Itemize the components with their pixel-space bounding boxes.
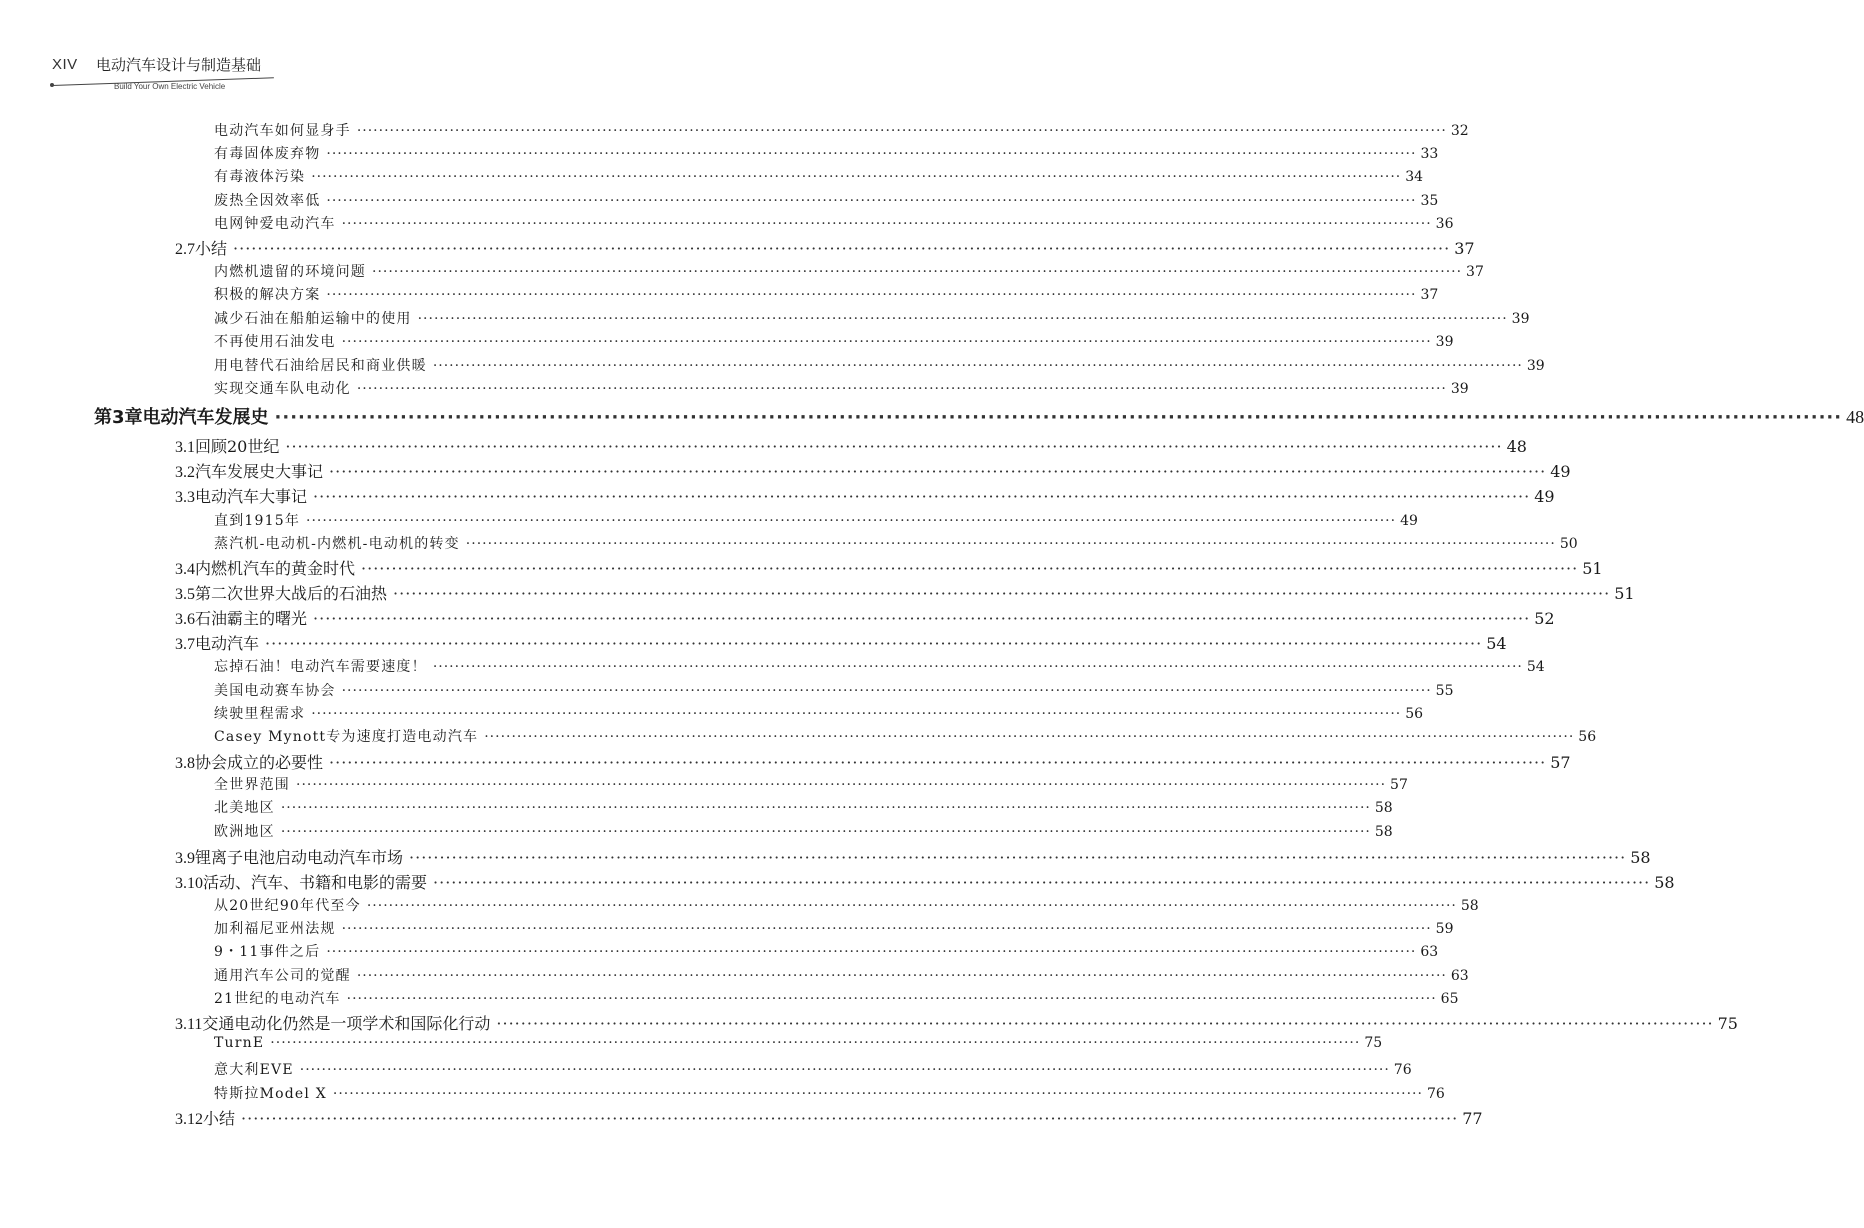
toc-leader-dots: ········································································································································································································ [299, 1062, 1390, 1078]
toc-entry-page: 77 [1462, 1109, 1483, 1128]
toc-entry-page: 48 [1506, 437, 1527, 456]
toc-entry-title: 全世界范围 [214, 777, 290, 793]
toc-entry-title: 直到1915年 [214, 513, 301, 529]
toc-entry-page: 32 [1450, 123, 1469, 139]
toc-entry[interactable] [175, 1106, 1483, 1129]
toc-leader-dots: ········································································································································································································ [326, 193, 1417, 209]
toc-entry-page: 54 [1486, 634, 1507, 653]
toc-entry-page: 39 [1511, 311, 1530, 327]
toc-entry-title: 电网钟爱电动汽车 [214, 216, 336, 232]
toc-entry[interactable] [175, 434, 1527, 457]
toc-entry-page: 39 [1526, 358, 1545, 374]
toc-entry-page: 37 [1466, 264, 1484, 280]
toc-entry[interactable] [175, 581, 1635, 604]
toc-entry-title: 有毒固体废弃物 [214, 146, 321, 162]
toc-entry[interactable] [214, 331, 1454, 351]
toc-entry[interactable] [214, 1083, 1445, 1103]
toc-entry-title: 忘掉石油！电动汽车需要速度！ [214, 659, 427, 675]
toc-leader-dots: ········································································································································································································ [432, 659, 1523, 675]
toc-entry[interactable] [175, 236, 1475, 259]
toc-entry[interactable] [214, 965, 1469, 985]
toc-entry-title: 交通电动化仍然是一项学术和国际化行动 [202, 1014, 491, 1033]
toc-entry-page: 35 [1420, 193, 1439, 209]
toc-entry-page: 63 [1420, 944, 1439, 960]
toc-leader-dots: ········································································································································································································ [341, 921, 1432, 937]
toc-entry-page: 37 [1454, 239, 1475, 258]
toc-entry-number: 3.3 [175, 489, 195, 506]
toc-entry[interactable] [214, 821, 1393, 841]
toc-entry[interactable] [214, 797, 1393, 817]
toc-entry-title: 实现交通车队电动化 [214, 381, 351, 397]
book-subtitle: Build Your Own Electric Vehicle [114, 82, 226, 91]
toc-entry[interactable] [214, 143, 1439, 163]
toc-entry-title: Casey Mynott专为速度打造电动汽车 [214, 729, 479, 745]
toc-entry-title: 废热全因效率低 [214, 193, 321, 209]
toc-leader-dots: ········································································································································································································ [346, 991, 1437, 1007]
toc-entry-number: 3.7 [175, 636, 195, 653]
toc-entry-title: 从20世纪90年代至今 [214, 898, 361, 914]
toc-entry-page: 58 [1374, 824, 1393, 840]
toc-entry-page: 56 [1578, 729, 1597, 745]
toc-entry-number: 3.8 [175, 755, 195, 772]
toc-entry-page: 56 [1405, 706, 1424, 722]
toc-entry-title: 内燃机汽车的黄金时代 [195, 559, 356, 578]
toc-entry-number: 3.6 [175, 611, 195, 628]
toc-entry-page: 57 [1550, 753, 1571, 772]
toc-leader-dots: ········································································································································································································ [274, 407, 1843, 428]
toc-entry-page: 54 [1526, 659, 1545, 675]
toc-entry-page: 57 [1390, 777, 1408, 793]
book-title: 电动汽车设计与制造基础 [96, 56, 262, 74]
toc-entry-page: 63 [1450, 968, 1469, 984]
toc-entry[interactable] [214, 261, 1484, 281]
toc-entry[interactable] [175, 750, 1571, 773]
toc-entry[interactable] [214, 533, 1578, 553]
toc-entry-page: 58 [1654, 873, 1675, 892]
toc-entry-title: 9・11事件之后 [214, 944, 321, 960]
toc-entry[interactable] [214, 941, 1439, 961]
toc-leader-dots: ········································································································································································································ [311, 169, 1402, 185]
toc-entry-page: 76 [1393, 1062, 1412, 1078]
toc-leader-dots: ········································································································································································································ [311, 706, 1402, 722]
toc-leader-dots: ········································································································································································································ [356, 968, 1447, 984]
toc-entry[interactable] [175, 484, 1555, 507]
toc-leader-dots: ········································································································································································································ [280, 824, 1371, 840]
toc-entry[interactable] [214, 703, 1424, 723]
toc-leader-dots: ········································································································································································································ [313, 609, 1531, 628]
toc-entry-page: 49 [1534, 487, 1555, 506]
toc-entry-title: 蒸汽机-电动机-内燃机-电动机的转变 [214, 536, 460, 552]
toc-leader-dots: ········································································································································································································ [306, 513, 1397, 529]
toc-entry-number: 3.2 [175, 464, 195, 481]
toc-entry-title: 活动、汽车、书籍和电影的需要 [203, 873, 428, 892]
toc-entry-page: 55 [1435, 683, 1454, 699]
toc-leader-dots: ········································································································································································································ [356, 123, 1447, 139]
toc-leader-dots: ········································································································································································································ [341, 334, 1432, 350]
toc-entry-title: 21世纪的电动汽车 [214, 991, 341, 1007]
toc-entry-title: 锂离子电池启动电动汽车市场 [195, 848, 404, 867]
toc-leader-dots: ········································································································································································································ [329, 462, 1547, 481]
toc-entry-title: 回顾20世纪 [195, 437, 280, 456]
toc-entry-number: 3.9 [175, 850, 195, 867]
toc-entry[interactable] [175, 459, 1571, 482]
toc-leader-dots: ········································································································································································································ [326, 944, 1417, 960]
toc-entry[interactable] [175, 845, 1651, 868]
toc-entry[interactable] [214, 510, 1418, 530]
toc-entry-title: 美国电动赛车协会 [214, 683, 336, 699]
toc-entry-title: 有毒液体污染 [214, 169, 306, 185]
toc-entry-title: 加利福尼亚州法规 [214, 921, 336, 937]
toc-entry-page: 52 [1534, 609, 1555, 628]
toc-entry-title: 内燃机遗留的环境问题 [214, 264, 366, 280]
toc-entry[interactable] [214, 774, 1408, 794]
toc-entry[interactable] [214, 355, 1545, 375]
toc-leader-dots: ········································································································································································································ [432, 358, 1523, 374]
toc-leader-dots: ········································································································································································································ [409, 848, 1627, 867]
toc-entry[interactable] [214, 918, 1454, 938]
toc-entry[interactable] [214, 378, 1469, 398]
toc-entry[interactable] [214, 1035, 1383, 1051]
toc-entry-number: 3.11 [175, 1016, 203, 1033]
toc-entry-title: 意大利EVE [214, 1062, 294, 1078]
toc-entry-page: 39 [1450, 381, 1469, 397]
toc-entry-title: TurnE [214, 1035, 265, 1051]
toc-entry-title: 积极的解决方案 [214, 287, 321, 303]
toc-leader-dots: ········································································································································································································ [356, 381, 1447, 397]
toc-entry[interactable] [214, 120, 1469, 140]
toc-entry-title: 不再使用石油发电 [214, 334, 336, 350]
toc-entry-title: 汽车发展史大事记 [195, 462, 324, 481]
toc-entry-number: 3.12 [175, 1111, 203, 1128]
toc-entry-title: 电动汽车发展史 [142, 407, 269, 428]
toc-leader-dots: ········································································································································································································ [332, 1086, 1423, 1102]
toc-leader-dots: ········································································································································································································ [417, 311, 1508, 327]
toc-entry-page: 51 [1582, 559, 1603, 578]
toc-leader-dots: ········································································································································································································ [341, 683, 1432, 699]
toc-entry[interactable] [214, 656, 1545, 676]
toc-entry-page: 75 [1364, 1035, 1383, 1051]
toc-entry-title: 电动汽车大事记 [195, 487, 308, 506]
toc-entry-page: 50 [1559, 536, 1578, 552]
toc-leader-dots: ········································································································································································································ [366, 898, 1457, 914]
toc-entry-number: 3.10 [175, 875, 203, 892]
toc-entry-title: 电动汽车如何显身手 [214, 123, 351, 139]
toc-leader-dots: ········································································································································································································ [241, 1109, 1459, 1128]
toc-entry[interactable] [214, 284, 1439, 304]
toc-entry-page: 36 [1435, 216, 1454, 232]
toc-entry[interactable] [214, 190, 1439, 210]
toc-entry-title: 北美地区 [214, 800, 275, 816]
toc-leader-dots: ········································································································································································································ [296, 777, 1387, 793]
toc-entry-page: 34 [1405, 169, 1424, 185]
toc-entry-page: 37 [1420, 287, 1439, 303]
toc-entry-title: 通用汽车公司的觉醒 [214, 968, 351, 984]
toc-entry[interactable] [214, 988, 1459, 1008]
toc-entry-page: 49 [1400, 513, 1418, 529]
toc-leader-dots: ········································································································································································································ [265, 634, 1483, 653]
toc-entry-page: 58 [1630, 848, 1651, 867]
toc-entry[interactable] [214, 895, 1479, 915]
toc-leader-dots: ········································································································································································································ [285, 437, 1503, 456]
toc-leader-dots: ········································································································································································································ [393, 584, 1611, 603]
toc-entry-page: 58 [1460, 898, 1479, 914]
toc-entry-page: 49 [1550, 462, 1571, 481]
toc-entry-page: 75 [1717, 1014, 1738, 1033]
toc-entry-page: 65 [1440, 991, 1459, 1007]
toc-entry[interactable] [214, 726, 1597, 746]
toc-entry-title: 第二次世界大战后的石油热 [195, 584, 388, 603]
toc-entry[interactable] [214, 166, 1424, 186]
toc-entry-number: 3.1 [175, 439, 195, 456]
toc-entry[interactable] [214, 680, 1454, 700]
toc-entry-title: 电动汽车 [195, 634, 260, 653]
toc-leader-dots: ········································································································································································································ [329, 753, 1547, 772]
toc-leader-dots: ········································································································································································································ [433, 873, 1651, 892]
toc-leader-dots: ········································································································································································································ [326, 146, 1417, 162]
toc-entry-title: 减少石油在船舶运输中的使用 [214, 311, 412, 327]
toc-leader-dots: ········································································································································································································ [372, 264, 1463, 280]
toc-entry-page: 76 [1426, 1086, 1445, 1102]
toc-entry-title: 欧洲地区 [214, 824, 275, 840]
toc-entry-page: 59 [1435, 921, 1454, 937]
toc-entry[interactable] [175, 1011, 1738, 1034]
toc-entry[interactable] [175, 606, 1555, 629]
toc-entry[interactable] [94, 403, 1864, 429]
toc-entry-title: 特斯拉Model X [214, 1086, 327, 1102]
toc-entry-number: 3.4 [175, 561, 195, 578]
toc-leader-dots: ········································································································································································································ [496, 1014, 1714, 1033]
toc-leader-dots: ········································································································································································································ [465, 536, 1556, 552]
toc-entry-number: 2.7 [175, 241, 195, 258]
toc-entry-title: 续驶里程需求 [214, 706, 306, 722]
toc-leader-dots: ········································································································································································································ [233, 239, 1451, 258]
toc-leader-dots: ········································································································································································································ [484, 729, 1575, 745]
toc-leader-dots: ········································································································································································································ [313, 487, 1531, 506]
toc-entry[interactable] [214, 1059, 1412, 1079]
toc-entry-title: 石油霸主的曙光 [195, 609, 308, 628]
toc-entry[interactable] [214, 213, 1454, 233]
toc-entry-page: 39 [1435, 334, 1454, 350]
toc-leader-dots: ········································································································································································································ [270, 1035, 1361, 1051]
toc-entry-page: 51 [1614, 584, 1635, 603]
toc-entry-page: 58 [1374, 800, 1393, 816]
toc-leader-dots: ········································································································································································································ [326, 287, 1417, 303]
toc-entry[interactable] [175, 556, 1603, 579]
toc-entry[interactable] [175, 631, 1507, 654]
toc-entry-title: 用电替代石油给居民和商业供暖 [214, 358, 427, 374]
toc-leader-dots: ········································································································································································································ [361, 559, 1579, 578]
toc-entry-number: 3.5 [175, 586, 195, 603]
toc-entry[interactable] [175, 870, 1675, 893]
toc-entry-page: 48 [1846, 407, 1864, 427]
toc-entry-title: 小结 [203, 1109, 236, 1128]
toc-entry-page: 33 [1420, 146, 1439, 162]
page-number: XIV [52, 56, 78, 73]
toc-entry-title: 协会成立的必要性 [195, 753, 324, 772]
toc-entry-title: 小结 [195, 239, 228, 258]
toc-entry[interactable] [214, 308, 1530, 328]
toc-leader-dots: ········································································································································································································ [280, 800, 1371, 816]
toc-entry-number: 第3章 [94, 407, 143, 428]
toc-leader-dots: ········································································································································································································ [341, 216, 1432, 232]
